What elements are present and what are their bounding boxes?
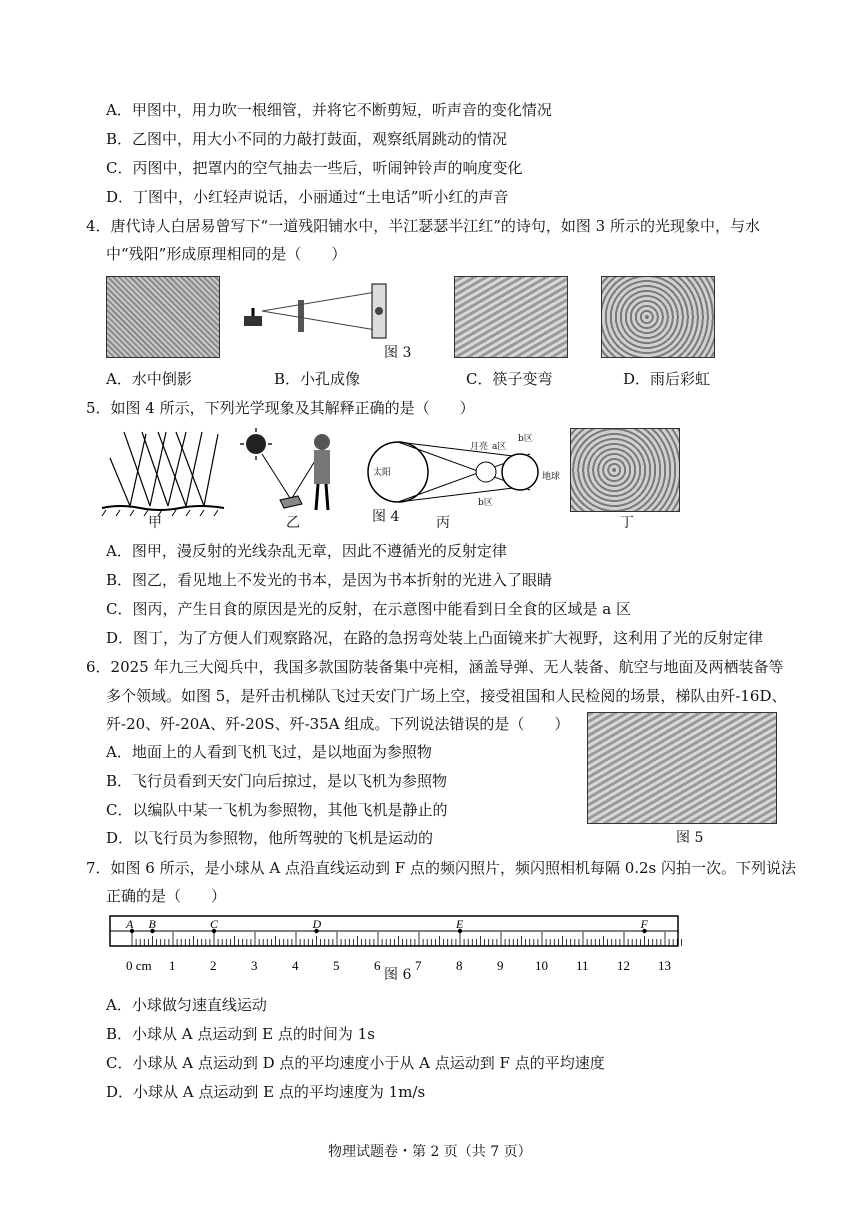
q4-stem-line1: 4．唐代诗人白居易曾写下“一道残阳铺水中，半江瑟瑟半江红”的诗句，如图 3 所示的光现象中，与水 bbox=[86, 217, 760, 235]
q5-option-d: D．图丁，为了方便人们观察路况，在路的急拐弯处装上凸面镜来扩大视野，这利用了光的反射定律 bbox=[106, 629, 764, 647]
region-b-top-label: b区 bbox=[518, 434, 533, 444]
reflection-photo bbox=[106, 276, 220, 358]
fig-bing-label: 丙 bbox=[436, 515, 450, 531]
region-a-label: a区 bbox=[492, 442, 507, 452]
ball-label-A: A bbox=[126, 917, 134, 931]
q5-option-c: C．图丙，产生日食的原因是光的反射，在示意图中能看到日全食的区域是 a 区 bbox=[106, 600, 631, 618]
q5-stem: 5．如图 4 所示，下列光学现象及其解释正确的是（ ） bbox=[86, 399, 475, 417]
ruler-number: 11 bbox=[576, 958, 589, 973]
q3-option-a: A．甲图中，用力吹一根细管，并将它不断剪短，听声音的变化情况 bbox=[106, 101, 552, 119]
fig-jia-label: 甲 bbox=[148, 515, 162, 531]
q7-stem-line1: 7．如图 6 所示，是小球从 A 点沿直线运动到 F 点的频闪照片，频闪照相机每隔 0.2s 闪拍一次。下列说法 bbox=[86, 859, 797, 877]
ruler-number: 10 bbox=[535, 958, 548, 973]
q3-option-c: C．丙图中，把罩内的空气抽去一些后，听闹钟铃声的响度变化 bbox=[106, 159, 523, 177]
region-b-bottom-label: b区 bbox=[478, 498, 493, 508]
q7-stem-line2: 正确的是（ ） bbox=[106, 887, 227, 905]
earth-label: 地球 bbox=[542, 472, 561, 482]
moon-label: 月亮 bbox=[470, 442, 489, 452]
ruler-number: 4 bbox=[292, 958, 299, 973]
ruler-number: 2 bbox=[210, 958, 217, 973]
q6-stem-line3: 歼-20、歼-20A、歼-20S、歼-35A 组成。下列说法错误的是（ ） bbox=[106, 715, 570, 733]
page-footer: 物理试题卷・第 2 页（共 7 页） bbox=[328, 1144, 532, 1160]
q4-option-b: B．小孔成像 bbox=[274, 370, 361, 388]
fig6-caption: 图 6 bbox=[384, 967, 412, 983]
fighter-jets-photo bbox=[587, 712, 777, 824]
q6-stem-line2: 多个领域。如图 5，是歼击机梯队飞过天安门广场上空，接受祖国和人民检阅的场景，梯队由歼-16D、 bbox=[106, 687, 787, 705]
book-and-girl-diagram bbox=[236, 428, 356, 518]
q6-stem-line1: 6．2025 年九三大阅兵中，我国多款国防装备集中亮相，涵盖导弹、无人装备、航空与地面及两栖装备等 bbox=[86, 658, 784, 676]
ruler-number: 9 bbox=[497, 958, 504, 973]
q4-option-d: D．雨后彩虹 bbox=[623, 370, 711, 388]
fig3-caption: 图 3 bbox=[384, 345, 412, 361]
chopsticks-photo bbox=[454, 276, 568, 358]
ball-label-F: F bbox=[640, 917, 648, 931]
q6-option-a: A．地面上的人看到飞机飞过，是以地面为参照物 bbox=[106, 743, 432, 761]
convex-mirror-photo bbox=[570, 428, 680, 512]
ruler-number: 1 bbox=[169, 958, 176, 973]
q6-option-b: B．飞行员看到天安门向后掠过，是以飞机为参照物 bbox=[106, 772, 448, 790]
rainbow-photo bbox=[601, 276, 715, 358]
q7-option-a: A．小球做匀速直线运动 bbox=[106, 996, 267, 1014]
diffuse-reflection-diagram bbox=[100, 428, 230, 518]
q4-option-c: C．筷子变弯 bbox=[466, 370, 553, 388]
q3-option-d: D．丁图中，小红轻声说话，小丽通过“土电话”听小红的声音 bbox=[106, 188, 509, 206]
ball-label-B: B bbox=[148, 917, 156, 931]
q5-option-b: B．图乙，看见地上不发光的书本，是因为书本折射的光进入了眼睛 bbox=[106, 571, 553, 589]
q7-option-d: D．小球从 A 点运动到 E 点的平均速度为 1m/s bbox=[106, 1083, 426, 1101]
ruler-number: 0 cm bbox=[126, 958, 152, 973]
ruler-number: 3 bbox=[251, 958, 258, 973]
fig5-caption: 图 5 bbox=[676, 830, 704, 846]
q7-option-c: C．小球从 A 点运动到 D 点的平均速度小于从 A 点运动到 F 点的平均速度 bbox=[106, 1054, 605, 1072]
ball-label-C: C bbox=[210, 917, 219, 931]
fig4-caption: 图 4 bbox=[372, 509, 400, 525]
fig-ding-label: 丁 bbox=[620, 515, 634, 531]
q5-option-a: A．图甲，漫反射的光线杂乱无章，因此不遵循光的反射定律 bbox=[106, 542, 507, 560]
q6-option-c: C．以编队中某一飞机为参照物，其他飞机是静止的 bbox=[106, 801, 448, 819]
ruler-number: 5 bbox=[333, 958, 340, 973]
ruler-number: 6 bbox=[374, 958, 381, 973]
sun-label: 太阳 bbox=[373, 468, 392, 478]
q6-option-d: D．以飞行员为参照物，他所驾驶的飞机是运动的 bbox=[106, 829, 434, 847]
ruler-number: 13 bbox=[658, 958, 671, 973]
ball-label-E: E bbox=[456, 917, 464, 931]
q4-option-a: A．水中倒影 bbox=[106, 370, 192, 388]
ruler-number: 8 bbox=[456, 958, 463, 973]
fig-yi-label: 乙 bbox=[286, 515, 300, 531]
q7-option-b: B．小球从 A 点运动到 E 点的时间为 1s bbox=[106, 1025, 375, 1043]
ruler-number: 12 bbox=[617, 958, 630, 973]
ruler-number: 7 bbox=[415, 958, 422, 973]
q3-option-b: B．乙图中，用大小不同的力敲打鼓面，观察纸屑跳动的情况 bbox=[106, 130, 508, 148]
ball-label-D: D bbox=[312, 917, 322, 931]
pinhole-diagram bbox=[240, 278, 400, 348]
q4-stem-line2: 中“残阳”形成原理相同的是（ ） bbox=[106, 245, 347, 263]
